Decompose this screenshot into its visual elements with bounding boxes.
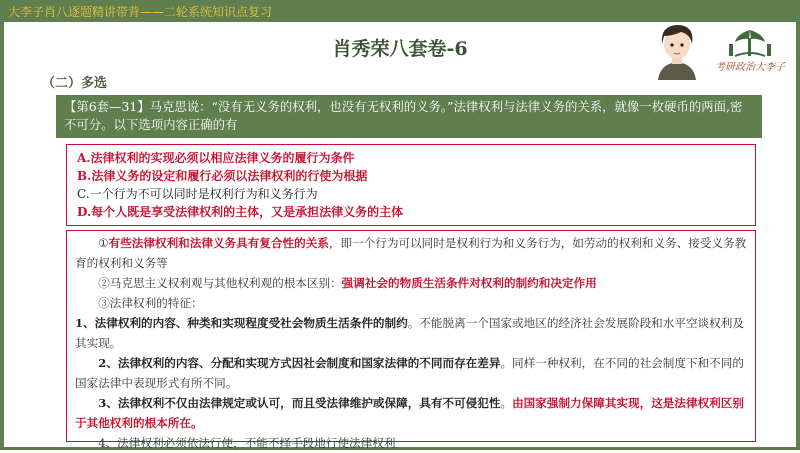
feature-title: 3、法律权利不仅由法律规定或认可，而且受法律维护或保障，具有不可侵犯性 [98,396,501,410]
analysis-point-3: ③法律权利的特征： [98,296,203,310]
feature-3 [75,393,747,433]
section-label: （二）多选 [42,76,108,91]
avatar-icon [648,20,706,80]
analysis-box [66,230,756,450]
point-number: ① [98,236,109,250]
page-title: 肖秀荣八套卷-6 [332,38,468,60]
feature-2 [75,353,747,393]
feature-1 [75,313,747,353]
question-box: 【第6套—31】马克思说：“没有无义务的权利，也没有无权利的义务。”法律权利与法律义务的关系，就像一枚硬币的两面,密不可分。以下选项内容正确的有 [56,95,762,138]
top-banner [0,0,800,22]
key-phrase: 由国家强制力保障其实现，这是法律权利区别于其他权利的根本所在。 [75,396,744,430]
feature-detail: 。同样一种权利，在不同的社会制度下和不同的国家法律中表现形式有所不同。 [75,356,744,390]
feature-title: 2、法律权利的内容、分配和实现方式因社会制度和国家法律的不同而存在差异 [98,356,501,370]
option-c: C.一个行为不可以同时是权利行为和义务行为 [77,187,318,201]
tree-logo-icon [715,26,785,60]
analysis-point-2 [75,273,747,293]
option-d: D.每个人既是享受法律权利的主体，又是承担法律义务的主体 [77,205,404,219]
analysis-point-1 [75,233,747,273]
explanation-text: ，即一个行为可以同时是权利行为和义务行为，如劳动的权利和义务、接受义务教育的权利和义务等 [75,236,747,270]
logo-text: 考研政治大李子 [715,62,785,73]
key-phrase: 有些法律权利和法律义务具有复合性的关系 [108,236,329,250]
lead-text: ②马克思主义权利观与其他权利观的根本区别： [98,276,342,290]
key-phrase: 强调社会的物质生活条件对权利的制约和决定作用 [341,276,597,290]
feature-4: 4、法律权利必须依法行使，不能不择手段地行使法律权利 [98,436,396,450]
feature-title: 1、法律权利的内容、种类和实现程度受社会物质生活条件的制约 [75,316,408,330]
brand-logo [715,26,785,74]
options-box [66,144,756,226]
feature-detail: 。不能脱离一个国家或地区的经济社会发展阶段和水平空谈权利及其实现。 [75,316,744,350]
option-b: B.法律义务的设定和履行必须以法律权利的行使为根据 [77,169,368,183]
series-title: 大李子肖八逐题精讲带背——二轮系统知识点复习 [8,5,273,19]
option-a: A.法律权利的实现必须以相应法律义务的履行为条件 [77,151,355,165]
separator-text: 。 [500,396,513,410]
